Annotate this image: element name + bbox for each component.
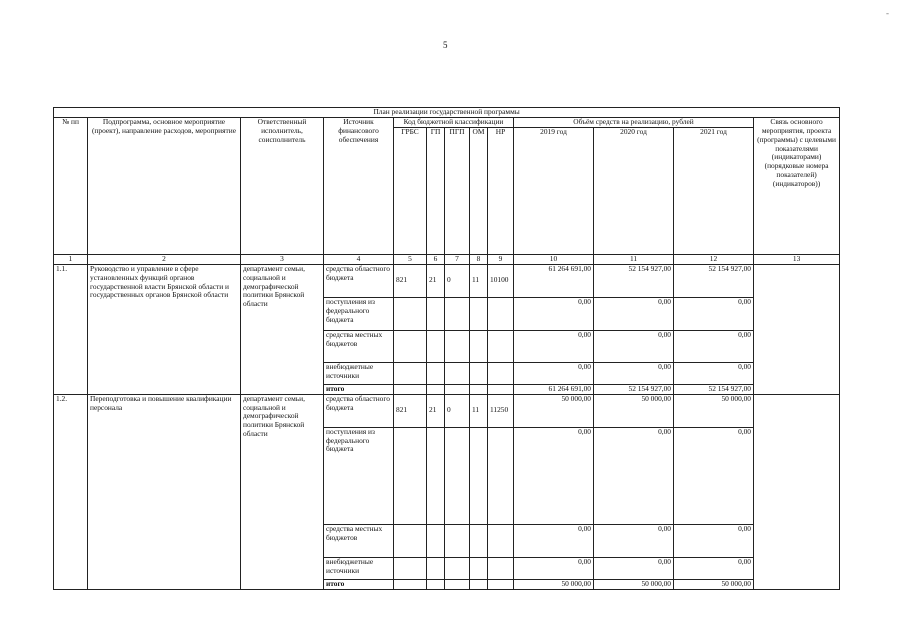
row-number: 1.1. — [54, 264, 88, 394]
amount-2021: 0,00 — [674, 427, 754, 524]
total-2020: 50 000,00 — [594, 579, 674, 589]
amount-2021: 0,00 — [674, 362, 754, 384]
np-code — [488, 524, 514, 557]
header-volume: Объём средств на реализацию, рублей — [514, 117, 754, 127]
funding-source: средства областного бюджета — [324, 264, 394, 297]
amount-2019: 0,00 — [514, 557, 594, 579]
amount-2021: 0,00 — [674, 557, 754, 579]
amount-2019: 61 264 691,00 — [514, 264, 594, 297]
amount-2020: 0,00 — [594, 362, 674, 384]
grbs-code: 821 — [394, 264, 427, 297]
amount-2021: 0,00 — [674, 297, 754, 330]
np-code — [488, 297, 514, 330]
om-code — [470, 427, 488, 524]
amount-2020: 0,00 — [594, 297, 674, 330]
pgp-code — [445, 297, 470, 330]
grbs-code — [394, 524, 427, 557]
np-code — [488, 557, 514, 579]
header-2020: 2020 год — [594, 127, 674, 254]
grbs-code — [394, 427, 427, 524]
np-code — [488, 427, 514, 524]
column-number: 8 — [470, 254, 488, 264]
responsible-executor: департамент семьи, социальной и демографической политики Брянской области — [241, 394, 324, 589]
gp-code — [427, 330, 445, 362]
header-program: Подпрограмма, основное мероприятие (проект), направление расходов, мероприятие — [88, 117, 241, 254]
pgp-code: 0 — [445, 264, 470, 297]
measure-name: Руководство и управление в сфере установленных функций органов государственной власти Брянской области и государственных органов Брянской области — [88, 264, 241, 394]
om-code: 11 — [470, 264, 488, 297]
funding-source: средства местных бюджетов — [324, 330, 394, 362]
funding-source: поступления из федерального бюджета — [324, 297, 394, 330]
indicator-link — [754, 394, 840, 589]
funding-source: средства местных бюджетов — [324, 524, 394, 557]
pgp-code — [445, 362, 470, 384]
grbs-code — [394, 362, 427, 384]
header-np: НР — [488, 127, 514, 254]
column-numbers-row — [54, 254, 840, 264]
np-code: 10100 — [488, 264, 514, 297]
amount-2020: 0,00 — [594, 427, 674, 524]
amount-2019: 0,00 — [514, 297, 594, 330]
page-number: 5 — [443, 40, 448, 50]
funding-source: внебюджетные источники — [324, 362, 394, 384]
column-number: 9 — [488, 254, 514, 264]
measure-name: Переподготовка и повышение квалификации персонала — [88, 394, 241, 589]
gp-code — [427, 427, 445, 524]
header-grbs: ГРБС — [394, 127, 427, 254]
gp-code — [427, 297, 445, 330]
header-link: Связь основного мероприятия, проекта (программы) с целевыми показателями (индикаторами) (порядковые номера показателей) (индикаторов)) — [754, 117, 840, 254]
header-om: ОМ — [470, 127, 488, 254]
pgp-code — [445, 524, 470, 557]
table-title: План реализации государственной программы — [54, 108, 840, 118]
total-2021: 52 154 927,00 — [674, 384, 754, 394]
total-2019: 61 264 691,00 — [514, 384, 594, 394]
pgp-code — [445, 557, 470, 579]
total-2019: 50 000,00 — [514, 579, 594, 589]
om-code: 11 — [470, 394, 488, 427]
om-code — [470, 557, 488, 579]
grbs-code: 821 — [394, 394, 427, 427]
amount-2019: 0,00 — [514, 524, 594, 557]
total-2021: 50 000,00 — [674, 579, 754, 589]
amount-2021: 0,00 — [674, 524, 754, 557]
pgp-code — [445, 330, 470, 362]
header-2021: 2021 год — [674, 127, 754, 254]
grbs-code — [394, 330, 427, 362]
responsible-executor: департамент семьи, социальной и демографической политики Брянской области — [241, 264, 324, 394]
amount-2019: 0,00 — [514, 330, 594, 362]
total-2020: 52 154 927,00 — [594, 384, 674, 394]
header-2019: 2019 год — [514, 127, 594, 254]
header-budget-classification: Код бюджетной классификации — [394, 117, 514, 127]
header-source: Источник финансового обеспечения — [324, 117, 394, 254]
amount-2020: 52 154 927,00 — [594, 264, 674, 297]
header-pgp: ПГП — [445, 127, 470, 254]
gp-code: 21 — [427, 394, 445, 427]
funding-source: внебюджетные источники — [324, 557, 394, 579]
column-number: 4 — [324, 254, 394, 264]
amount-2020: 0,00 — [594, 557, 674, 579]
total-label: итого — [324, 579, 394, 589]
indicator-link — [754, 264, 840, 394]
amount-2021: 0,00 — [674, 330, 754, 362]
amount-2019: 50 000,00 — [514, 394, 594, 427]
om-code — [470, 297, 488, 330]
column-number: 10 — [514, 254, 594, 264]
header-num: № пп — [54, 117, 88, 254]
row-number: 1.2. — [54, 394, 88, 589]
column-number: 12 — [674, 254, 754, 264]
program-plan-table — [53, 107, 840, 590]
total-label: итого — [324, 384, 394, 394]
amount-2021: 50 000,00 — [674, 394, 754, 427]
column-number: 2 — [88, 254, 241, 264]
funding-source: поступления из федерального бюджета — [324, 427, 394, 524]
column-number: 11 — [594, 254, 674, 264]
gp-code: 21 — [427, 264, 445, 297]
column-number: 1 — [54, 254, 88, 264]
om-code — [470, 524, 488, 557]
amount-2019: 0,00 — [514, 362, 594, 384]
amount-2019: 0,00 — [514, 427, 594, 524]
table-row — [54, 394, 840, 427]
grbs-code — [394, 297, 427, 330]
np-code — [488, 362, 514, 384]
column-number: 5 — [394, 254, 427, 264]
header-gp: ГП — [427, 127, 445, 254]
column-number: 3 — [241, 254, 324, 264]
amount-2020: 0,00 — [594, 330, 674, 362]
gp-code — [427, 557, 445, 579]
np-code — [488, 330, 514, 362]
table-row — [54, 264, 840, 297]
amount-2021: 52 154 927,00 — [674, 264, 754, 297]
page-corner-mark: - — [886, 8, 889, 18]
column-number: 13 — [754, 254, 840, 264]
grbs-code — [394, 557, 427, 579]
gp-code — [427, 362, 445, 384]
funding-source: средства областного бюджета — [324, 394, 394, 427]
om-code — [470, 330, 488, 362]
amount-2020: 50 000,00 — [594, 394, 674, 427]
om-code — [470, 362, 488, 384]
amount-2020: 0,00 — [594, 524, 674, 557]
column-number: 7 — [445, 254, 470, 264]
pgp-code — [445, 427, 470, 524]
header-executor: Ответственный исполнитель, соисполнитель — [241, 117, 324, 254]
np-code: 11250 — [488, 394, 514, 427]
pgp-code: 0 — [445, 394, 470, 427]
gp-code — [427, 524, 445, 557]
column-number: 6 — [427, 254, 445, 264]
